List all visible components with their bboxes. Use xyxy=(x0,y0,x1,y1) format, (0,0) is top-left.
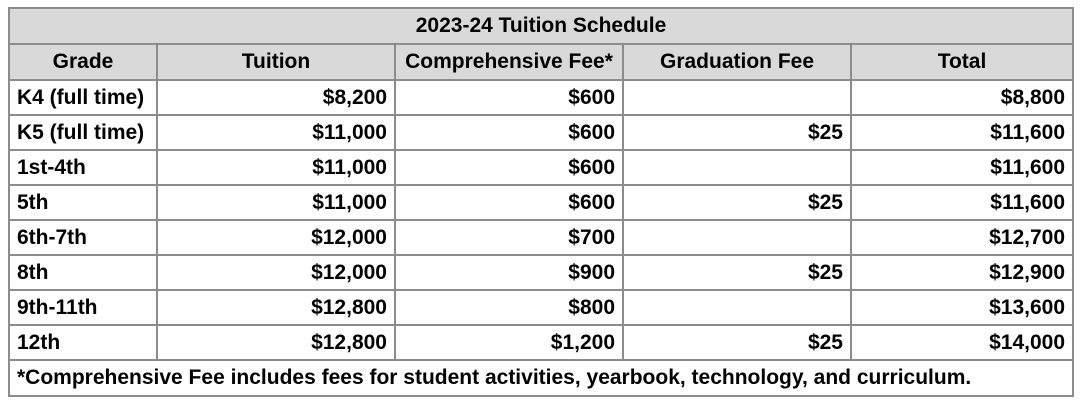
grade-cell: 1st-4th xyxy=(9,150,157,185)
graduation-fee-cell: $25 xyxy=(623,185,851,220)
tuition-cell: $12,000 xyxy=(157,220,395,255)
comprehensive-fee-cell: $1,200 xyxy=(395,325,623,360)
comprehensive-fee-cell: $600 xyxy=(395,80,623,115)
total-cell: $14,000 xyxy=(851,325,1073,360)
table-row xyxy=(9,185,1073,220)
tuition-cell: $11,000 xyxy=(157,185,395,220)
graduation-fee-cell xyxy=(623,290,851,325)
grade-cell: K5 (full time) xyxy=(9,115,157,150)
comprehensive-fee-cell: $900 xyxy=(395,255,623,290)
table-title-row xyxy=(9,8,1073,44)
footnote: *Comprehensive Fee includes fees for student activities, yearbook, technology, and curriculum. xyxy=(9,360,1073,396)
column-header-total: Total xyxy=(851,44,1073,80)
column-header-comprehensive-fee: Comprehensive Fee* xyxy=(395,44,623,80)
comprehensive-fee-cell: $600 xyxy=(395,150,623,185)
tuition-cell: $12,800 xyxy=(157,290,395,325)
total-cell: $13,600 xyxy=(851,290,1073,325)
total-cell: $12,900 xyxy=(851,255,1073,290)
total-cell: $11,600 xyxy=(851,150,1073,185)
total-cell: $12,700 xyxy=(851,220,1073,255)
graduation-fee-cell: $25 xyxy=(623,255,851,290)
table-header-row xyxy=(9,44,1073,80)
graduation-fee-cell: $25 xyxy=(623,115,851,150)
tuition-cell: $11,000 xyxy=(157,150,395,185)
comprehensive-fee-cell: $600 xyxy=(395,185,623,220)
total-cell: $11,600 xyxy=(851,185,1073,220)
graduation-fee-cell: $25 xyxy=(623,325,851,360)
grade-cell: 12th xyxy=(9,325,157,360)
footnote-row xyxy=(9,360,1073,396)
graduation-fee-cell xyxy=(623,220,851,255)
column-header-grade: Grade xyxy=(9,44,157,80)
column-header-tuition: Tuition xyxy=(157,44,395,80)
comprehensive-fee-cell: $600 xyxy=(395,115,623,150)
column-header-graduation-fee: Graduation Fee xyxy=(623,44,851,80)
comprehensive-fee-cell: $700 xyxy=(395,220,623,255)
total-cell: $11,600 xyxy=(851,115,1073,150)
grade-cell: 9th-11th xyxy=(9,290,157,325)
table-row xyxy=(9,290,1073,325)
table-title: 2023-24 Tuition Schedule xyxy=(9,8,1073,44)
comprehensive-fee-cell: $800 xyxy=(395,290,623,325)
table-row xyxy=(9,255,1073,290)
tuition-schedule-table xyxy=(8,7,1074,397)
table-row xyxy=(9,80,1073,115)
table-row xyxy=(9,115,1073,150)
table-row xyxy=(9,220,1073,255)
tuition-cell: $11,000 xyxy=(157,115,395,150)
total-cell: $8,800 xyxy=(851,80,1073,115)
grade-cell: 5th xyxy=(9,185,157,220)
table-row xyxy=(9,150,1073,185)
grade-cell: K4 (full time) xyxy=(9,80,157,115)
graduation-fee-cell xyxy=(623,150,851,185)
grade-cell: 8th xyxy=(9,255,157,290)
tuition-cell: $12,800 xyxy=(157,325,395,360)
table-row xyxy=(9,325,1073,360)
tuition-cell: $12,000 xyxy=(157,255,395,290)
tuition-cell: $8,200 xyxy=(157,80,395,115)
graduation-fee-cell xyxy=(623,80,851,115)
grade-cell: 6th-7th xyxy=(9,220,157,255)
